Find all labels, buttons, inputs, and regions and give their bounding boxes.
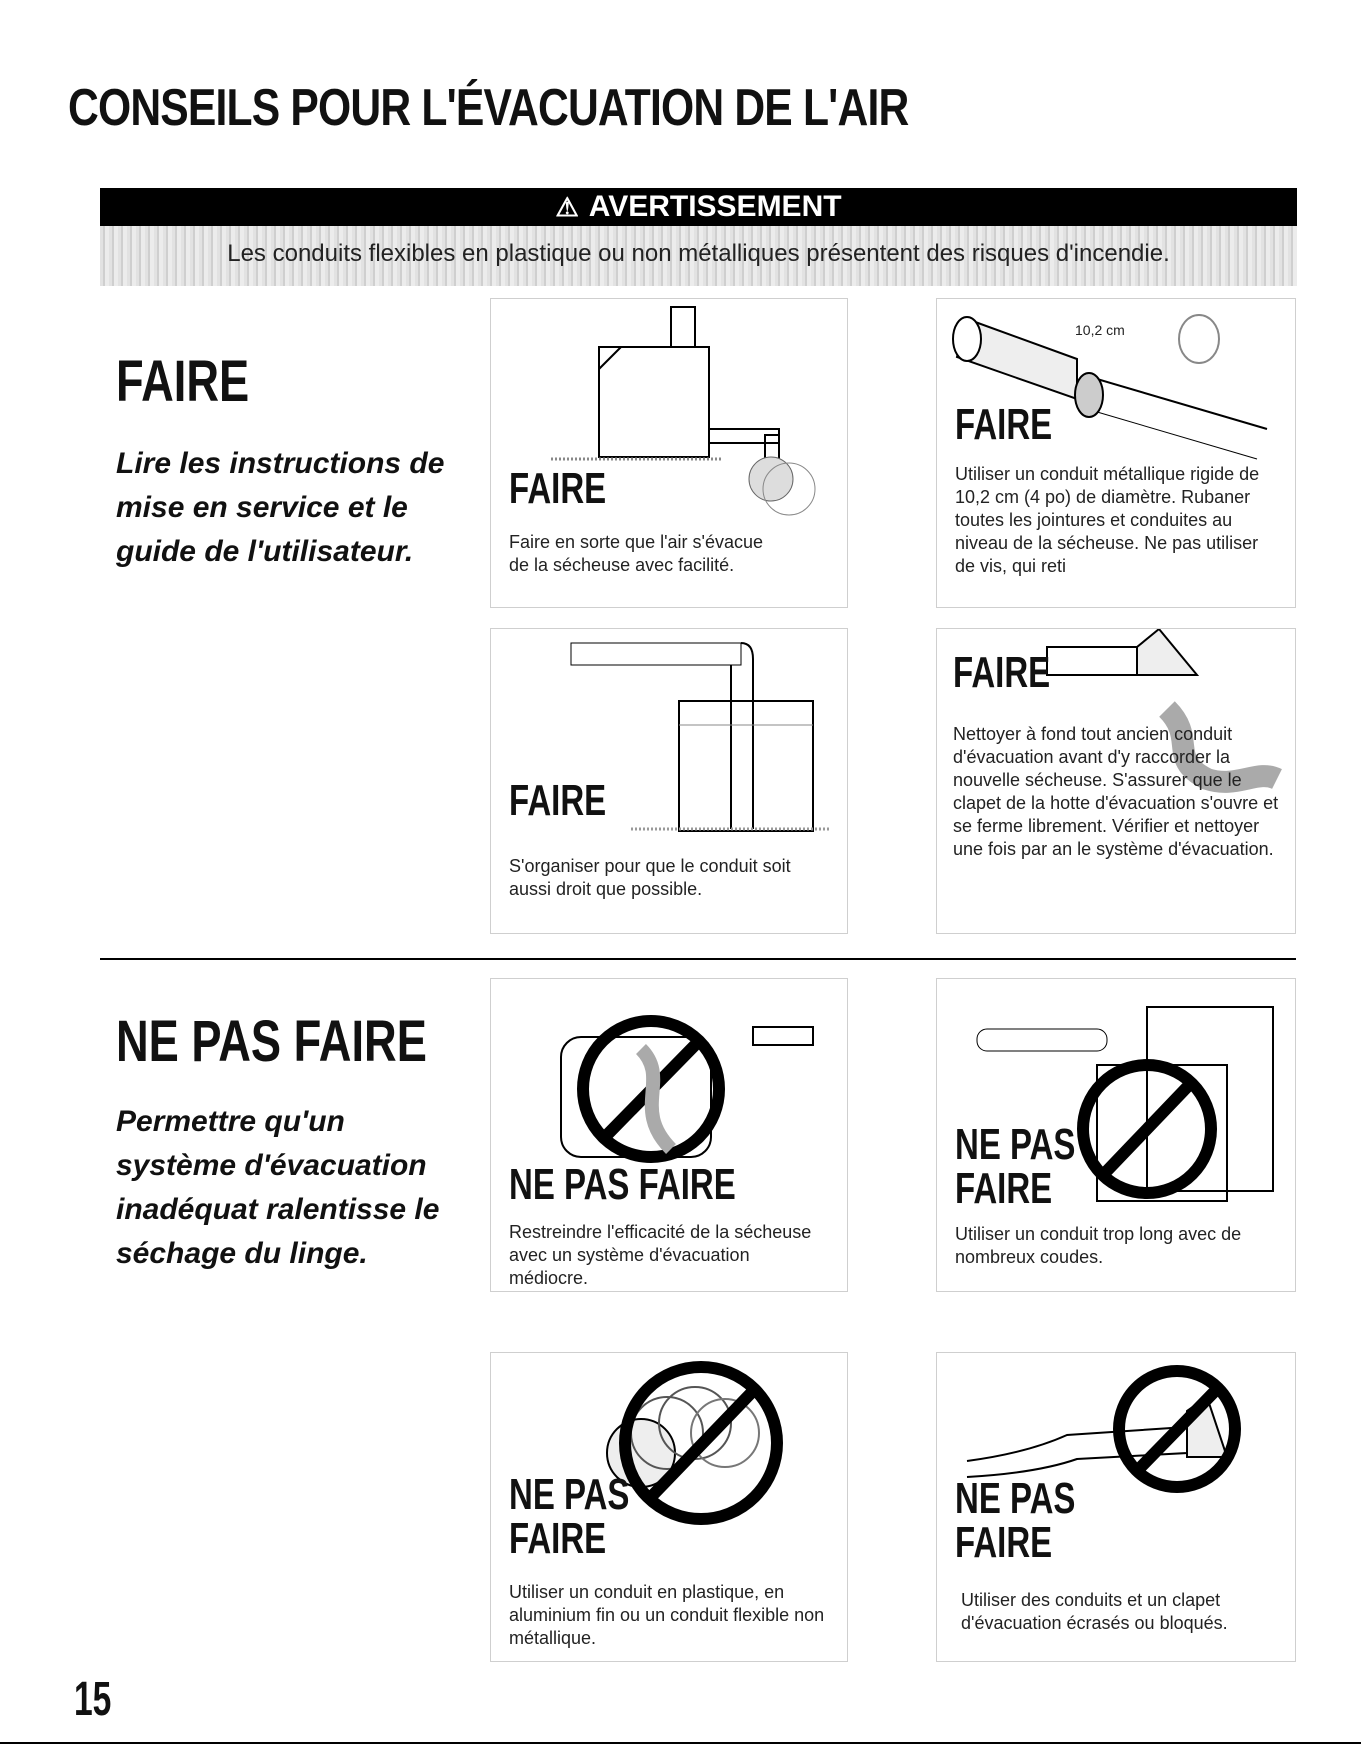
panel-6-title-2: FAIRE: [955, 1164, 1053, 1213]
warning-text: Les conduits flexibles en plastique ou non métalliques présentent des risques d'incendie.: [100, 226, 1297, 286]
panel-7-text: Utiliser un conduit en plastique, en aluminium fin ou un conduit flexible non métallique.: [509, 1582, 825, 1648]
page-number: 15: [74, 1673, 112, 1726]
section-divider: [100, 958, 1296, 960]
panel-2-text: Utiliser un conduit métallique rigide de 10,2 cm (4 po) de diamètre. Rubaner toutes les jointures et conduites au niveau de la sécheuse. Ne pas utiliser de vis, qui reti: [955, 464, 1260, 576]
panel-8-title-1: NE PAS: [955, 1474, 1076, 1523]
panel-7-title-1: NE PAS: [509, 1470, 630, 1519]
panel-faire-clean: [936, 628, 1296, 934]
ne-pas-faire-heading: NE PAS FAIRE: [116, 1009, 427, 1074]
panel-ne-pas-crushed: [936, 1352, 1296, 1662]
page-title: CONSEILS POUR L'ÉVACUATION DE L'AIR: [68, 79, 909, 137]
panel-faire-straight: [490, 628, 848, 934]
warning-triangle-icon: ⚠: [555, 192, 579, 222]
panel-5-text: Restreindre l'efficacité de la sécheuse avec un système d'évacuation médiocre.: [509, 1222, 812, 1288]
faire-heading: FAIRE: [116, 349, 250, 414]
panel-8-title-2: FAIRE: [955, 1518, 1053, 1567]
panel-1-title: FAIRE: [509, 464, 607, 513]
panel-4-title: FAIRE: [953, 648, 1051, 697]
panel-3-title: FAIRE: [509, 776, 607, 825]
panel-ne-pas-restrict: [490, 978, 848, 1292]
panel-1-text: Faire en sorte que l'air s'évacue de la sécheuse avec facilité.: [509, 532, 764, 575]
panel-ne-pas-long: [936, 978, 1296, 1292]
panel-faire-airflow: [490, 298, 848, 608]
panel-7-title-2: FAIRE: [509, 1514, 607, 1563]
panel-4-text: Nettoyer à fond tout ancien conduit d'évacuation avant d'y raccorder la nouvelle sécheuse. S'assurer que le clapet de la hotte d'évacuation s'ouvre et se ferme librement. Vérifier et nettoyer une fois par an le système d'évacuation.: [953, 724, 1279, 859]
panel-5-title: NE PAS FAIRE: [509, 1160, 736, 1209]
panel-2-title: FAIRE: [955, 400, 1053, 449]
panel-6-text: Utiliser un conduit trop long avec de nombreux coudes.: [955, 1224, 1242, 1267]
panel-ne-pas-plastic: [490, 1352, 848, 1662]
panel-faire-rigid-duct: [936, 298, 1296, 608]
ne-pas-faire-description: Permettre qu'un système d'évacuation inadéquat ralentisse le séchage du linge.: [116, 1105, 440, 1270]
faire-description: Lire les instructions de mise en service et le guide de l'utilisateur.: [116, 447, 445, 568]
warning-bar: [100, 188, 1297, 226]
panel-3-text: S'organiser pour que le conduit soit aussi droit que possible.: [509, 856, 791, 899]
bottom-divider: [0, 1742, 1361, 1744]
panel-8-text: Utiliser des conduits et un clapet d'évacuation écrasés ou bloqués.: [961, 1590, 1228, 1633]
duct-diameter-label: 10,2 cm: [1075, 322, 1125, 338]
warning-label: AVERTISSEMENT: [588, 190, 842, 223]
panel-6-title-1: NE PAS: [955, 1120, 1076, 1169]
